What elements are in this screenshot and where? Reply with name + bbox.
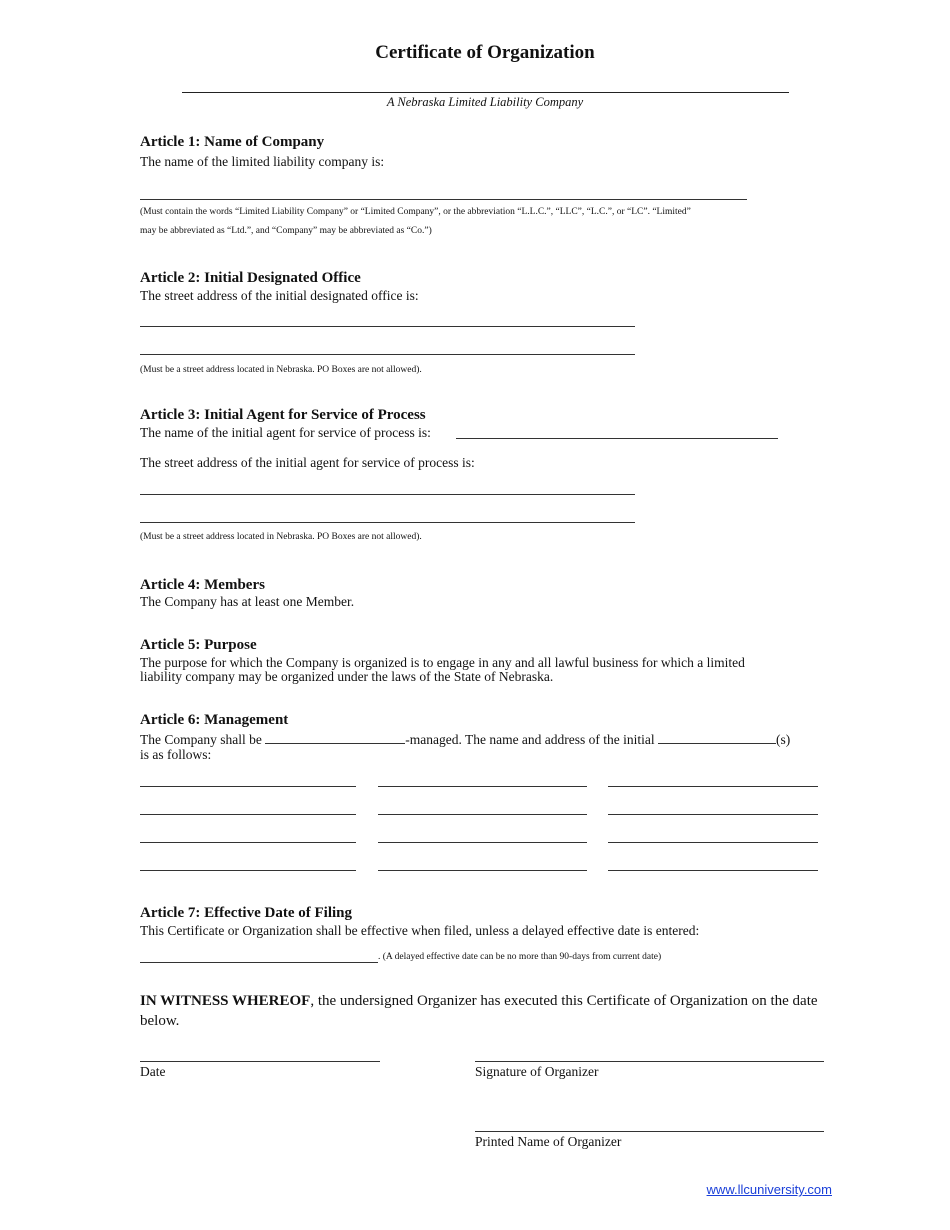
title-divider <box>182 92 789 93</box>
management-type-field[interactable] <box>265 731 405 744</box>
member-extra-field-1[interactable] <box>608 786 818 787</box>
article-5-text-line-2: liability company may be organized under the laws of the State of Nebraska. <box>140 669 554 684</box>
member-address-field-3[interactable] <box>378 842 587 843</box>
witness-rest: , the undersigned Organizer has executed this Certificate of Organization on the date below. <box>140 993 818 1029</box>
article-7-note: . (A delayed effective date can be no more than 90-days from current date) <box>378 952 662 962</box>
office-address-field-2[interactable] <box>140 354 635 355</box>
member-address-field-1[interactable] <box>378 786 587 787</box>
member-name-field-3[interactable] <box>140 842 356 843</box>
article-5-text-line-1: The purpose for which the Company is organized is to engage in any and all lawful business for which a limited <box>140 655 745 670</box>
article-3-note: (Must be a street address located in Nebraska. PO Boxes are not allowed). <box>140 532 422 542</box>
member-extra-field-3[interactable] <box>608 842 818 843</box>
agent-address-field-1[interactable] <box>140 494 635 495</box>
document-title: Certificate of Organization <box>375 42 595 63</box>
article-2-text: The street address of the initial designated office is: <box>140 288 419 303</box>
member-address-field-4[interactable] <box>378 870 587 871</box>
article-2-heading: Article 2: Initial Designated Office <box>140 270 361 286</box>
member-extra-field-4[interactable] <box>608 870 818 871</box>
manager-role-field[interactable] <box>658 731 776 744</box>
article-6-text-part-4: is as follows: <box>140 747 212 762</box>
witness-bold: IN WITNESS WHEREOF <box>140 993 311 1009</box>
article-7-heading: Article 7: Effective Date of Filing <box>140 905 352 921</box>
article-1-note-line-1: (Must contain the words “Limited Liability Company” or “Limited Company”, or the abbreviation “L.L.C.”, “LLC”, “L.C.”, or “LC”. “Limited” <box>140 207 691 217</box>
member-name-field-2[interactable] <box>140 814 356 815</box>
member-name-field-1[interactable] <box>140 786 356 787</box>
article-3-address-text: The street address of the initial agent for service of process is: <box>140 455 475 470</box>
document-subtitle: A Nebraska Limited Liability Company <box>386 95 584 109</box>
signature-label: Signature of Organizer <box>475 1064 599 1079</box>
article-6-text-part-2: -managed. The name and address of the initial <box>405 732 655 747</box>
printed-name-field[interactable] <box>475 1131 824 1132</box>
member-name-field-4[interactable] <box>140 870 356 871</box>
agent-name-field[interactable] <box>456 438 778 439</box>
article-3-heading: Article 3: Initial Agent for Service of Process <box>140 407 426 423</box>
office-address-field-1[interactable] <box>140 326 635 327</box>
agent-address-field-2[interactable] <box>140 522 635 523</box>
signature-field[interactable] <box>475 1061 824 1062</box>
member-address-field-2[interactable] <box>378 814 587 815</box>
article-2-note: (Must be a street address located in Nebraska. PO Boxes are not allowed). <box>140 365 422 375</box>
article-3-name-text: The name of the initial agent for service of process is: <box>140 425 431 440</box>
article-1-text: The name of the limited liability company is: <box>140 154 385 169</box>
article-6-heading: Article 6: Management <box>140 712 289 728</box>
article-1-note-line-2: may be abbreviated as “Ltd.”, and “Company” may be abbreviated as “Co.”) <box>140 226 432 236</box>
footer-website-link[interactable]: www.llcuniversity.com <box>706 1182 832 1197</box>
witness-statement <box>140 991 840 1031</box>
printed-name-label: Printed Name of Organizer <box>475 1134 622 1149</box>
article-6-sentence <box>140 731 790 747</box>
article-4-text: The Company has at least one Member. <box>140 594 355 609</box>
date-label: Date <box>140 1064 166 1079</box>
article-1-heading: Article 1: Name of Company <box>140 134 325 150</box>
article-5-heading: Article 5: Purpose <box>140 637 257 653</box>
effective-date-field[interactable] <box>140 962 378 963</box>
article-6-text-part-1: The Company shall be <box>140 732 262 747</box>
member-extra-field-2[interactable] <box>608 814 818 815</box>
date-field[interactable] <box>140 1061 380 1062</box>
company-name-field[interactable] <box>140 199 747 200</box>
article-6-text-part-3: (s) <box>776 732 791 747</box>
article-4-heading: Article 4: Members <box>140 577 265 593</box>
article-7-text: This Certificate or Organization shall be effective when filed, unless a delayed effective date is entered: <box>140 923 700 938</box>
